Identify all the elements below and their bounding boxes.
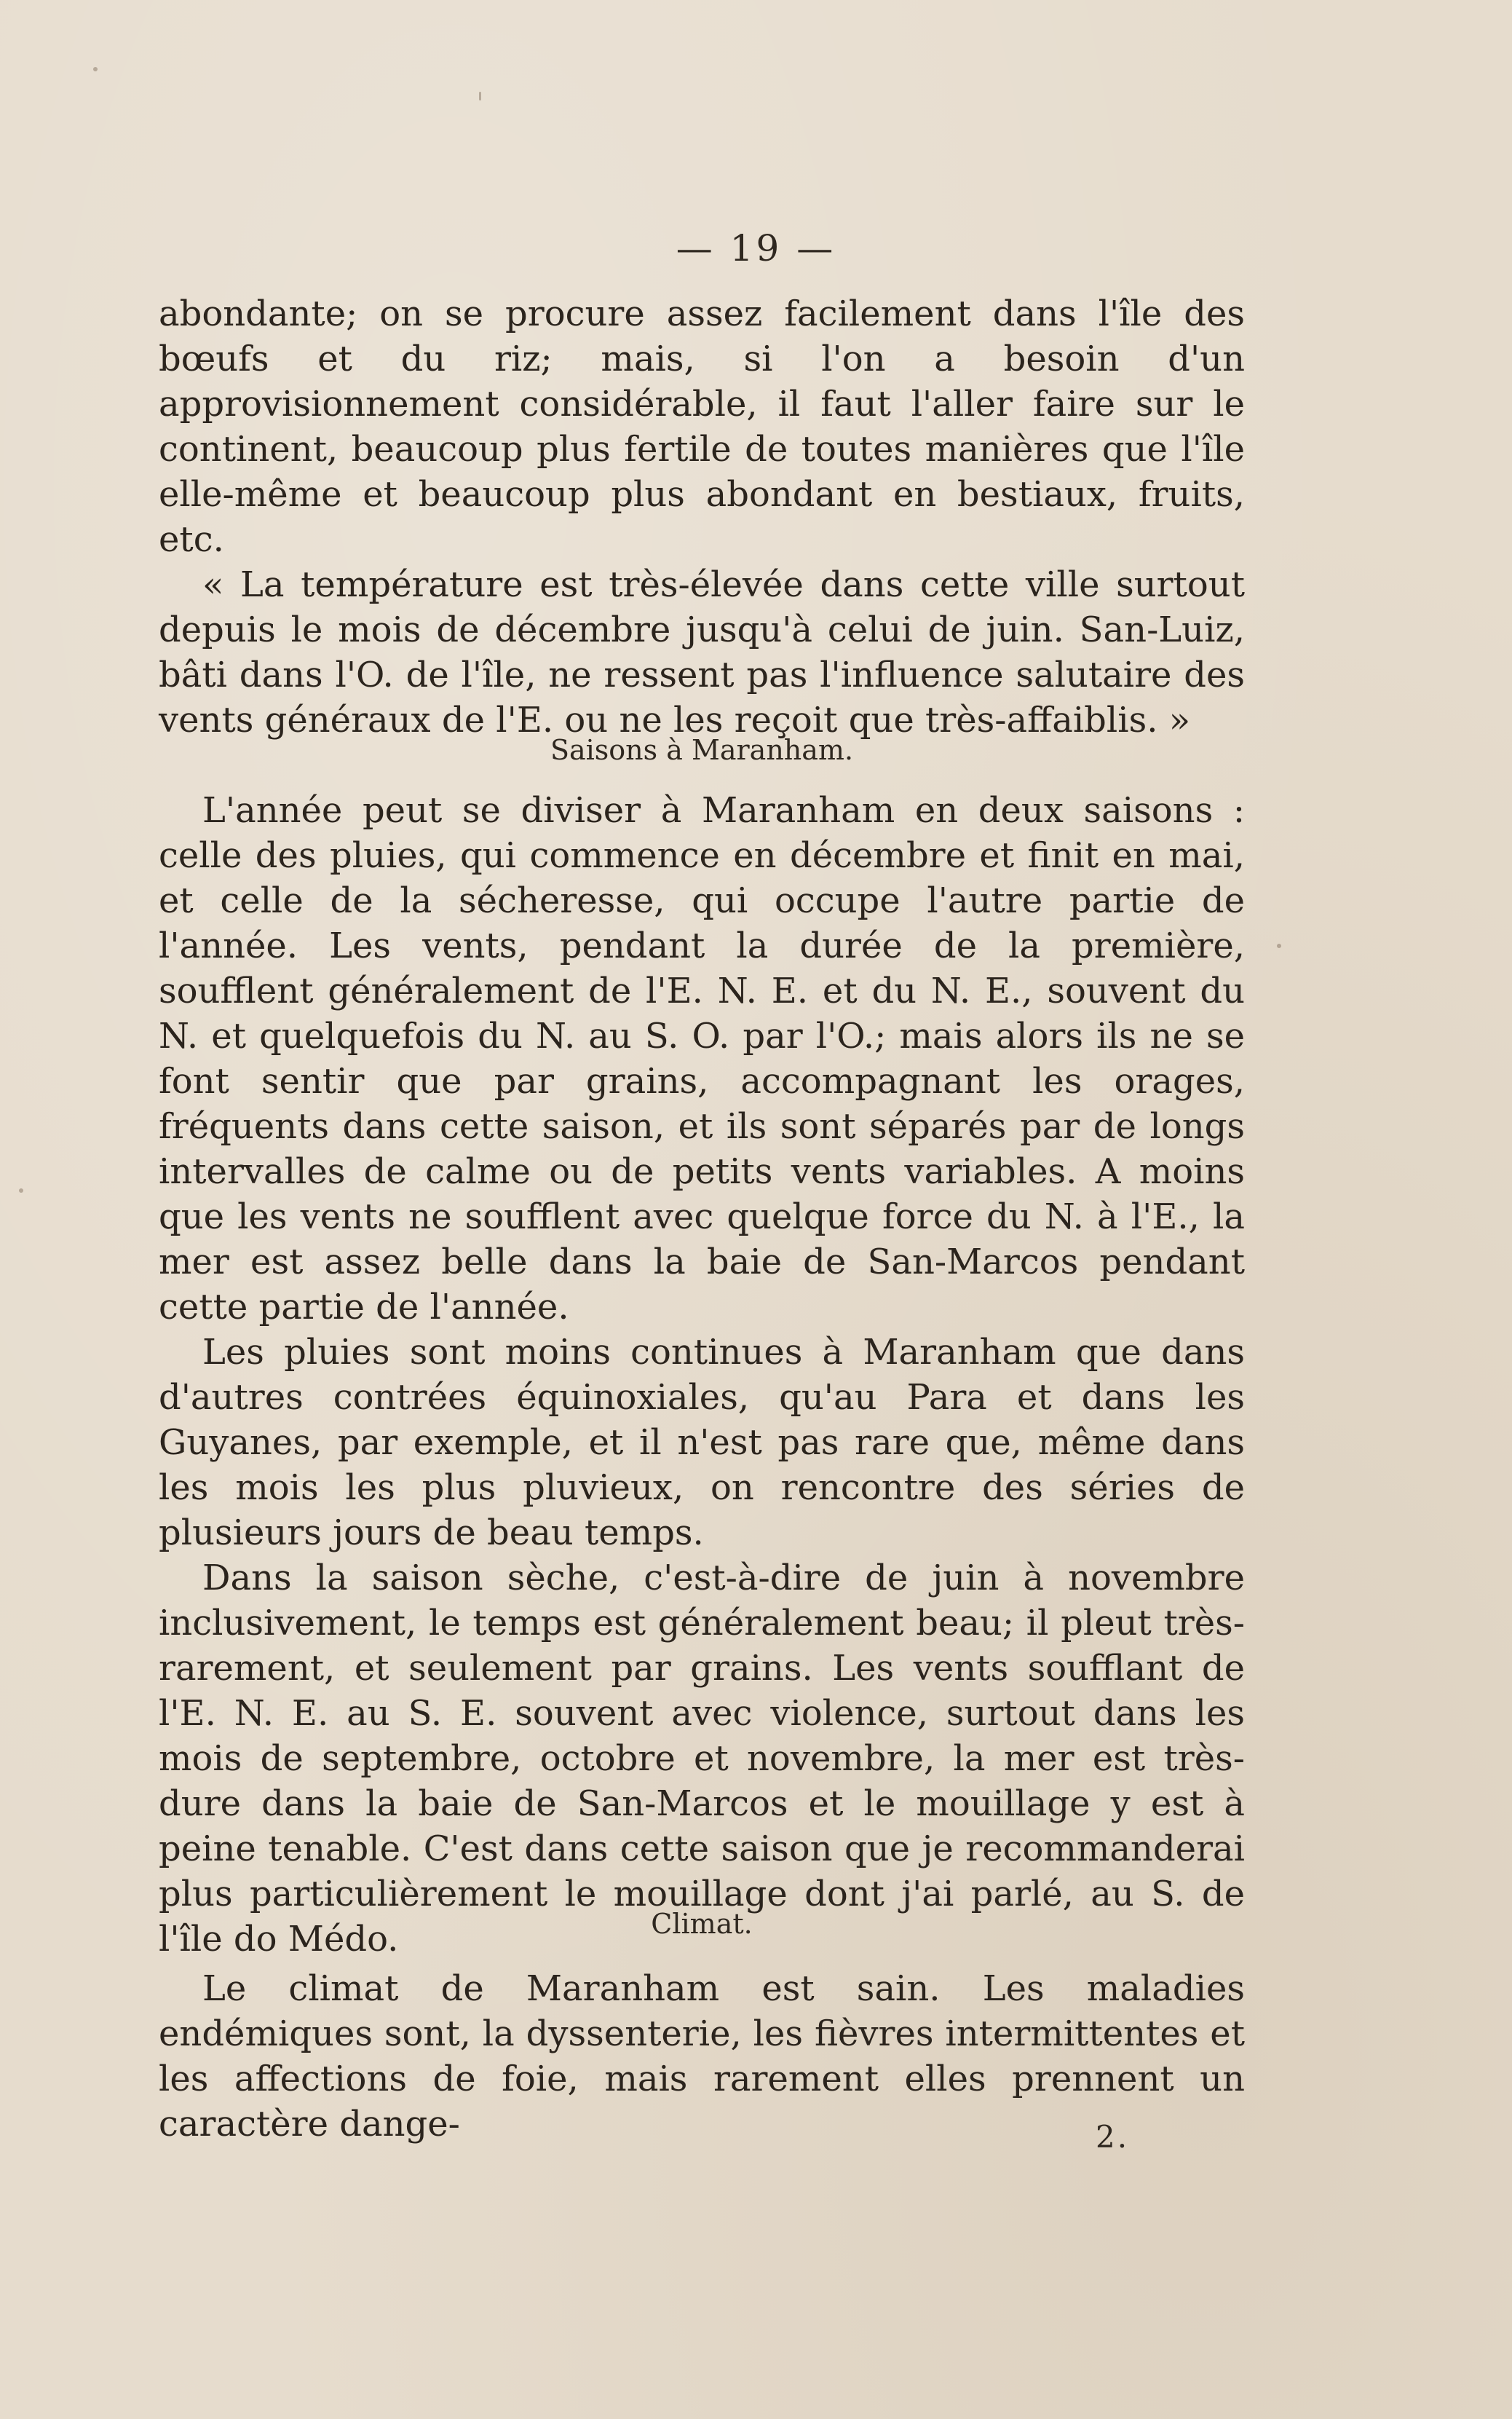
paragraph: Le climat de Maranham est sain. Les maladies endémiques sont, la dyssenterie, les fièvres intermittentes et les affections de foie, mais rarement elles prennent un caractère dange- [159,1968,1245,2144]
paper-speck [479,92,481,100]
section-title-climate: Climat. [651,1908,753,1940]
text-block-intro [159,291,1245,743]
paragraph: Les pluies sont moins continues à Maranham que dans d'autres contrées équinoxiales, qu'au Para et dans les Guyanes, par exemple, et il n'est pas rare que, même dans les mois les plus pluvieux, on rencontre des séries de plusieurs jours de beau temps. [159,1332,1245,1553]
quoted-paragraph: « La température est très-élevée dans cette ville surtout depuis le mois de décembre jusqu'à celui de juin. San-Luiz, bâti dans l'O. de l'île, ne ressent pas l'influence salutaire des vents généraux de l'E. ou ne les reçoit que très-affaiblis. » [159,564,1245,741]
paper-speck [1277,944,1281,948]
text-block-climate [159,1966,1245,2147]
text-block-seasons [159,788,1245,1962]
page-number: — 19 — [676,227,836,269]
paragraph: Dans la saison sèche, c'est-à-dire de juin à novembre inclusivement, le temps est généralement beau; il pleut très-rarement, et seulement par grains. Les vents soufflant de l'E. N. E. au S. E. souvent avec violence, surtout dans les mois de septembre, octobre et novembre, la mer est très-dure dans la baie de San-Marcos et le mouillage y est à peine tenable. C'est dans cette saison que je recommanderai plus particulièrement le mouillage dont j'ai parlé, au S. de l'île do Médo. [159,1558,1245,1960]
paragraph: L'année peut se diviser à Maranham en deux saisons : celle des pluies, qui commence en décembre et finit en mai, et celle de la sécheresse, qui occupe l'autre partie de l'année. Les vents, pendant la durée de la première, soufflent généralement de l'E. N. E. et du N. E., souvent du N. et quelquefois du N. au S. O. par l'O.; mais alors ils ne se font sentir que par grains, accompagnant les orages, fréquents dans cette saison, et ils sont séparés par de longs intervalles de calme ou de petits vents variables. A moins que les vents ne soufflent avec quelque force du N. à l'E., la mer est assez belle dans la baie de San-Marcos pendant cette partie de l'année. [159,790,1245,1327]
section-title-seasons: Saisons à Maranham. [550,734,854,766]
paper-speck [19,1188,23,1193]
paragraph: abondante; on se procure assez facilement dans l'île des bœufs et du riz; mais, si l'on a besoin d'un approvisionnement considérable, il faut l'aller faire sur le continent, beaucoup plus fertile de toutes manières que l'île elle-même et beaucoup plus abondant en bestiaux, fruits, etc. [159,293,1245,560]
paper-speck [93,67,98,71]
signature-mark: 2. [1096,2119,1130,2155]
